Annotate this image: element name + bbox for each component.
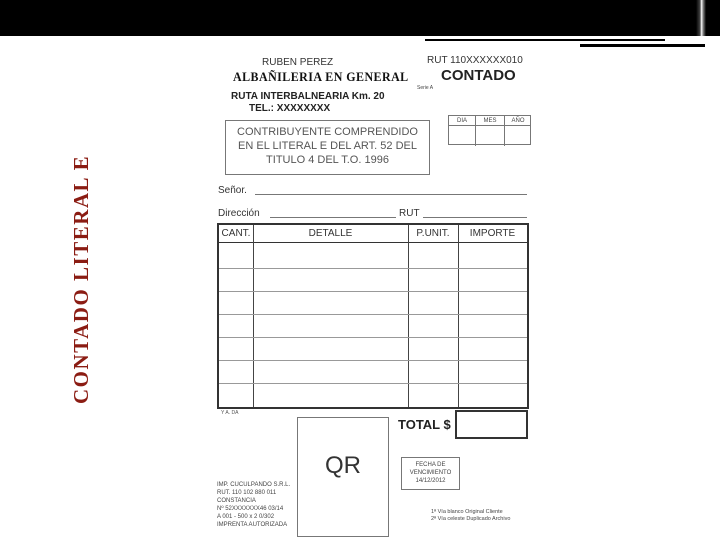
rut-label: RUT: [399, 208, 420, 219]
vencimiento-box: [401, 457, 460, 490]
items-table: [217, 223, 529, 409]
owner-name: RUBEN PEREZ: [262, 57, 334, 68]
literal-line-1: CONTRIBUYENTE COMPRENDIDO: [237, 126, 418, 138]
date-box: [448, 115, 531, 145]
rut-number: RUT 110XXXXXX010: [427, 55, 523, 66]
imprenta-info: [217, 481, 290, 529]
venc-line-2: VENCIMIENTO: [409, 470, 452, 476]
date-month-header: MES: [476, 116, 505, 146]
copies-info: [431, 509, 510, 523]
total-field[interactable]: [455, 410, 528, 439]
header-detalle: DETALLE: [308, 228, 353, 239]
copy-line-duplicado: 2ª Vía celeste Duplicado Archivo: [431, 516, 511, 522]
col-divider-3: [458, 225, 459, 407]
small-mark: Y A. DA: [221, 410, 239, 416]
imprenta-line: A 001 - 500 x 2 0/302: [217, 514, 275, 520]
total-label: TOTAL $: [398, 417, 451, 432]
table-row-line: [219, 383, 527, 384]
top-bar: [0, 0, 720, 36]
literal-line-3: TITULO 4 DEL T.O. 1996: [266, 154, 389, 166]
imprenta-line: Nº 52XXXXXXX46 03/14: [217, 506, 284, 512]
serie-label: Serie A: [417, 85, 434, 91]
qr-code-box: QR: [297, 417, 389, 537]
trade-name: ALBAÑILERIA EN GENERAL: [233, 69, 409, 84]
rut-field[interactable]: [423, 217, 527, 218]
slide-vertical-title: CONTADO LITERAL E: [69, 154, 93, 404]
date-day-header: DIA: [449, 116, 476, 146]
decor-line-2: [580, 44, 705, 47]
col-divider-2: [408, 225, 409, 407]
direccion-field[interactable]: [270, 217, 396, 218]
literal-notice-box: [225, 120, 430, 175]
header-cant: CANT.: [221, 228, 251, 239]
phone: TEL.: XXXXXXXX: [249, 103, 331, 114]
top-bar-highlight: [696, 0, 706, 36]
table-row-line: [219, 314, 527, 315]
table-row-line: [219, 337, 527, 338]
imprenta-line: CONSTANCIA: [217, 498, 256, 504]
header-punit: P.UNIT.: [416, 228, 450, 239]
table-row-line: [219, 360, 527, 361]
copy-line-original: 1ª Vía blanco Original Cliente: [431, 509, 503, 515]
address: RUTA INTERBALNEARIA Km. 20: [231, 91, 385, 102]
header-importe: IMPORTE: [469, 228, 516, 239]
table-row-line: [219, 268, 527, 269]
imprenta-line: IMP. CUCULPANDO S.R.L.: [217, 482, 291, 488]
col-divider-1: [253, 225, 254, 407]
invoice-document: [205, 45, 550, 540]
senor-field[interactable]: [255, 194, 527, 195]
table-header: [219, 225, 527, 243]
imprenta-line: IMPRENTA AUTORIZADA: [217, 522, 288, 528]
date-year-header: AÑO: [511, 118, 525, 124]
venc-line-1: FECHA DE: [415, 462, 446, 468]
table-row-line: [219, 291, 527, 292]
literal-line-2: EN EL LITERAL E DEL ART. 52 DEL: [238, 140, 417, 152]
senor-label: Señor.: [218, 185, 247, 196]
venc-date: 14/12/2012: [415, 478, 446, 484]
decor-line-1: [425, 39, 665, 41]
imprenta-line: RUT. 110 102 880 011: [217, 490, 277, 496]
invoice-type: CONTADO: [441, 67, 516, 84]
direccion-label: Dirección: [218, 208, 260, 219]
